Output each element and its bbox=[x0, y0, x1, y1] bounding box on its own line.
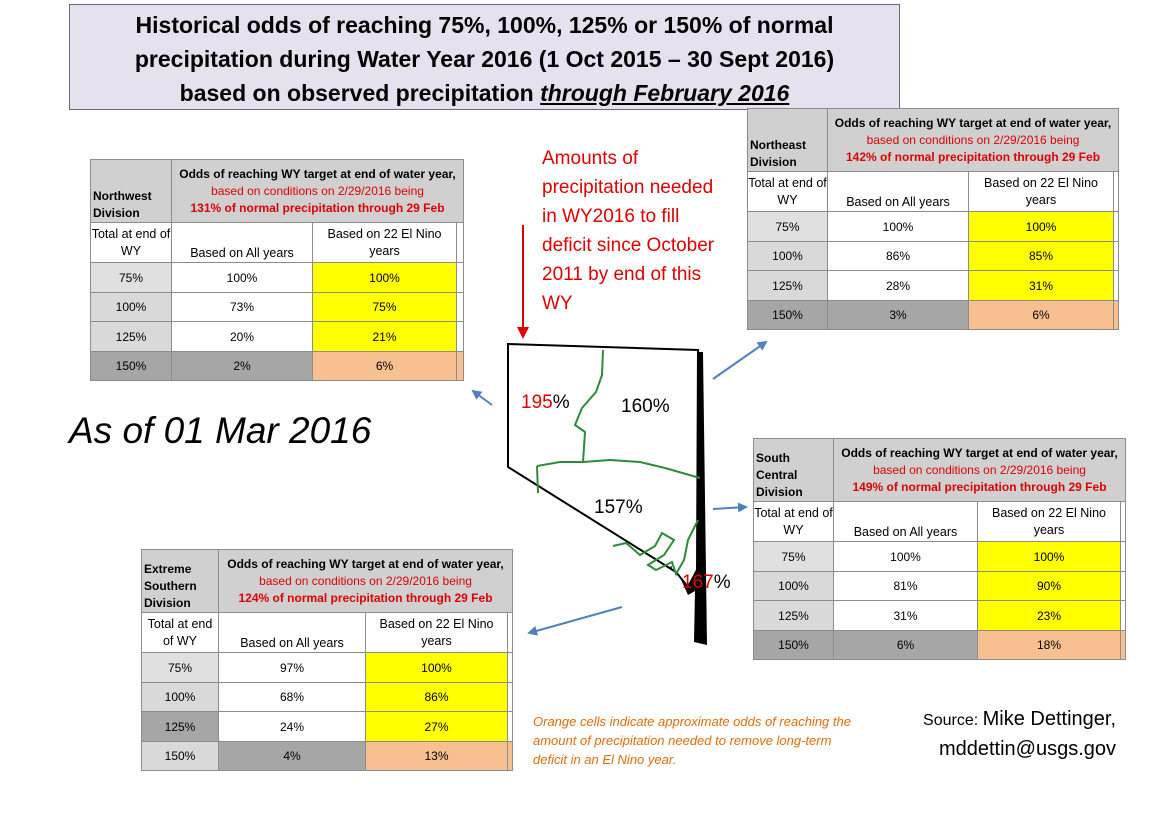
row-elnino: 100% bbox=[366, 653, 508, 683]
row-all: 68% bbox=[219, 683, 366, 712]
row-all: 6% bbox=[834, 631, 978, 660]
odds-header-bold: Odds of reaching WY target at end of water year, bbox=[841, 445, 1118, 460]
odds-header-bold: Odds of reaching WY target at end of water year, bbox=[179, 166, 456, 181]
table-northwest bbox=[90, 159, 464, 381]
row-elnino: 6% bbox=[313, 352, 457, 381]
row-all: 2% bbox=[172, 352, 313, 381]
row-total: 100% bbox=[748, 242, 828, 271]
row-elnino: 21% bbox=[313, 322, 457, 352]
arrow-to-northeast bbox=[713, 342, 766, 379]
table-northeast bbox=[747, 108, 1119, 330]
row-all: 28% bbox=[828, 271, 969, 301]
odds-header-condition: based on conditions on 2/29/2016 being bbox=[873, 462, 1086, 477]
row-elnino: 23% bbox=[978, 601, 1121, 631]
pct-extreme-southern-value: 167 bbox=[682, 572, 714, 593]
odds-header bbox=[172, 160, 464, 223]
row-elnino: 13% bbox=[366, 742, 508, 771]
odds-header bbox=[828, 109, 1119, 172]
odds-header-condition: based on conditions on 2/29/2016 being bbox=[866, 132, 1080, 147]
row-total: 75% bbox=[748, 212, 828, 242]
row-elnino: 75% bbox=[313, 293, 457, 322]
source-email: mddettin@usgs.gov bbox=[938, 738, 1116, 760]
row-total: 150% bbox=[91, 352, 172, 381]
division-name: Northwest Division bbox=[91, 160, 172, 223]
odds-header-pct: 124% of normal precipitation through 29 Feb bbox=[238, 590, 493, 605]
pct-northwest bbox=[521, 392, 570, 414]
col-all-header: Based on All years bbox=[219, 613, 366, 653]
arrow-to-extreme-southern bbox=[529, 607, 622, 633]
odds-header-pct: 142% of normal precipitation through 29 Feb bbox=[845, 149, 1101, 164]
orange-cells-note: Orange cells indicate approximate odds of reaching the amount of precipitation needed to remove long-term deficit in an El Nino year. bbox=[533, 714, 851, 767]
title-line-3-emphasis: through February 2016 bbox=[540, 80, 790, 106]
col-total-header: Total at end of WY bbox=[142, 613, 219, 653]
row-total: 75% bbox=[91, 263, 172, 293]
pct-south-central: 157% bbox=[594, 497, 643, 518]
row-all: 100% bbox=[172, 263, 313, 293]
odds-header bbox=[219, 550, 513, 613]
row-all: 31% bbox=[834, 601, 978, 631]
row-elnino: 100% bbox=[969, 212, 1114, 242]
col-elnino-header: Based on 22 El Nino years bbox=[969, 172, 1114, 212]
row-total: 125% bbox=[748, 271, 828, 301]
row-all: 100% bbox=[834, 542, 978, 572]
col-all-header: Based on All years bbox=[828, 172, 969, 212]
pct-extreme-southern bbox=[682, 572, 731, 594]
row-all: 4% bbox=[219, 742, 366, 771]
row-total: 100% bbox=[91, 293, 172, 322]
col-total-header: Total at end of WY bbox=[754, 502, 834, 542]
row-all: 97% bbox=[219, 653, 366, 683]
title-line-3-prefix: based on observed precipitation bbox=[179, 80, 541, 106]
col-elnino-header: Based on 22 El Nino years bbox=[313, 223, 457, 263]
deficit-annotation: Amounts of precipitation needed in WY2016 to fill deficit since October 2011 by end of this WY bbox=[542, 148, 715, 314]
row-total: 75% bbox=[142, 653, 219, 683]
source-line-1 bbox=[880, 705, 1116, 735]
row-elnino: 6% bbox=[969, 301, 1114, 330]
row-elnino: 31% bbox=[969, 271, 1114, 301]
row-elnino: 86% bbox=[366, 683, 508, 712]
nevada-outline bbox=[508, 344, 698, 587]
odds-header-bold: Odds of reaching WY target at end of water year, bbox=[227, 556, 504, 571]
as-of-date: As of 01 Mar 2016 bbox=[69, 410, 372, 451]
row-total: 150% bbox=[748, 301, 828, 330]
row-elnino: 100% bbox=[978, 542, 1121, 572]
odds-header-bold: Odds of reaching WY target at end of water year, bbox=[834, 115, 1112, 130]
row-elnino: 85% bbox=[969, 242, 1114, 271]
row-all: 100% bbox=[828, 212, 969, 242]
col-elnino-header: Based on 22 El Nino years bbox=[366, 613, 508, 653]
col-all-header: Based on All years bbox=[172, 223, 313, 263]
row-total: 150% bbox=[754, 631, 834, 660]
odds-header-condition: based on conditions on 2/29/2016 being bbox=[211, 183, 424, 198]
odds-header-pct: 131% of normal precipitation through 29 Feb bbox=[190, 200, 445, 215]
title-line-2: precipitation during Water Year 2016 (1 Oct 2015 – 30 Sept 2016) bbox=[134, 46, 835, 72]
table-extreme-southern bbox=[141, 549, 513, 771]
row-elnino: 27% bbox=[366, 712, 508, 742]
row-total: 100% bbox=[142, 683, 219, 712]
source-name: Mike Dettinger, bbox=[982, 708, 1116, 730]
pct-northwest-suffix: % bbox=[552, 392, 570, 413]
source-credit bbox=[880, 705, 1116, 763]
pct-northeast: 160% bbox=[621, 396, 670, 417]
row-total: 125% bbox=[91, 322, 172, 352]
source-label: Source: bbox=[923, 712, 983, 729]
col-all-header: Based on All years bbox=[834, 502, 978, 542]
row-total: 125% bbox=[142, 712, 219, 742]
pct-tick: ' bbox=[670, 563, 673, 578]
row-all: 24% bbox=[219, 712, 366, 742]
row-elnino: 90% bbox=[978, 572, 1121, 601]
col-total-header: Total at end of WY bbox=[91, 223, 172, 263]
row-total: 100% bbox=[754, 572, 834, 601]
row-all: 20% bbox=[172, 322, 313, 352]
odds-header-condition: based on conditions on 2/29/2016 being bbox=[259, 573, 472, 588]
arrow-to-northwest bbox=[473, 391, 492, 405]
pct-extreme-southern-suffix: % bbox=[713, 572, 731, 593]
pct-northwest-value: 195 bbox=[521, 392, 553, 413]
col-elnino-header: Based on 22 El Nino years bbox=[978, 502, 1121, 542]
row-total: 150% bbox=[142, 742, 219, 771]
row-total: 125% bbox=[754, 601, 834, 631]
odds-header bbox=[834, 439, 1126, 502]
table-south-central bbox=[753, 438, 1126, 660]
division-boundary-nw-west bbox=[537, 466, 538, 493]
row-all: 3% bbox=[828, 301, 969, 330]
row-elnino: 18% bbox=[978, 631, 1121, 660]
row-all: 73% bbox=[172, 293, 313, 322]
row-all: 81% bbox=[834, 572, 978, 601]
division-name: Northeast Division bbox=[748, 109, 828, 172]
title-line-1: Historical odds of reaching 75%, 100%, 125% or 150% of normal bbox=[135, 12, 834, 38]
col-total-header: Total at end of WY bbox=[748, 172, 828, 212]
row-elnino: 100% bbox=[313, 263, 457, 293]
arrow-to-south-central bbox=[713, 507, 746, 509]
division-name: Extreme Southern Division bbox=[142, 550, 219, 613]
row-all: 86% bbox=[828, 242, 969, 271]
division-name: South Central Division bbox=[754, 439, 834, 502]
row-total: 75% bbox=[754, 542, 834, 572]
odds-header-pct: 149% of normal precipitation through 29 Feb bbox=[852, 479, 1107, 494]
